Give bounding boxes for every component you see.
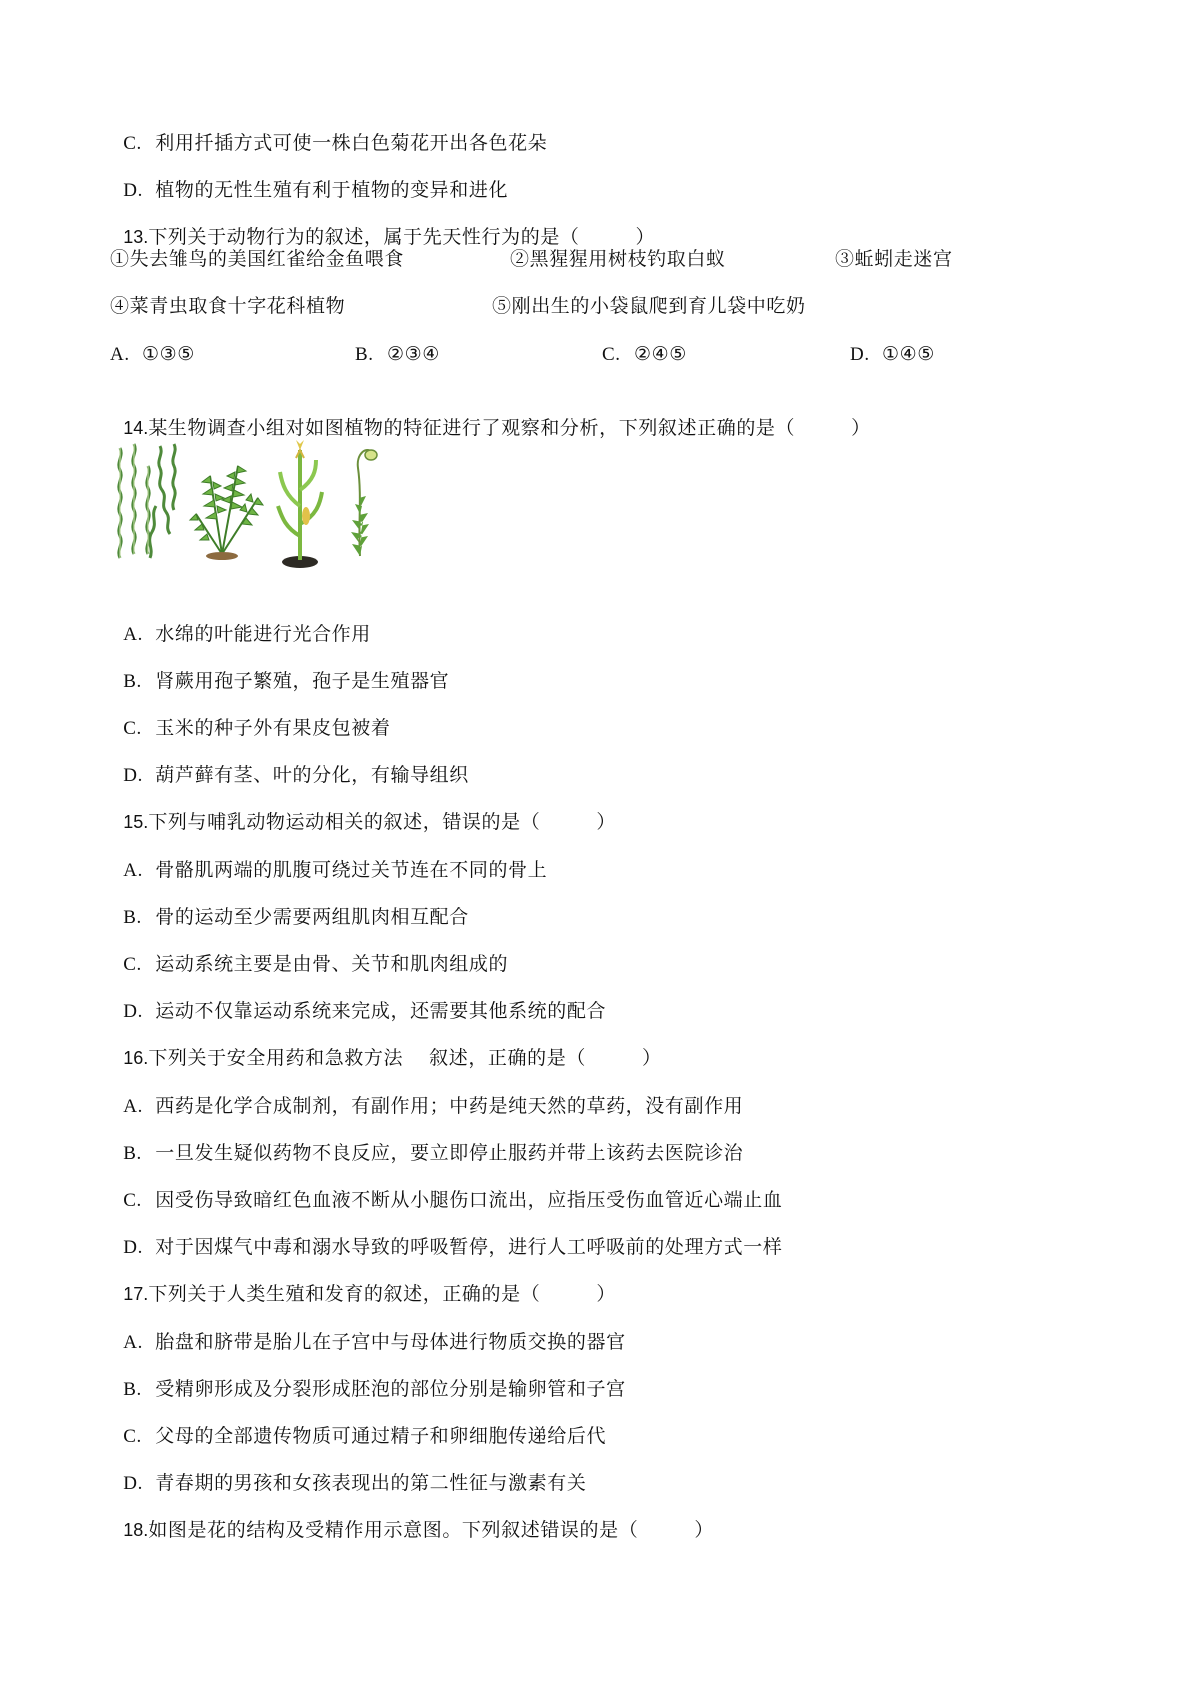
fern-illustration: [190, 466, 263, 560]
question-13-items-row-2: [110, 293, 1110, 319]
option-b: B. ②③④: [355, 343, 440, 365]
plant-illustrations: [110, 436, 390, 576]
question-16-stem: 16.下列关于安全用药和急救方法 叙述，正确的是（ ）: [123, 1047, 662, 1069]
question-13-items-row-1: [110, 246, 1110, 272]
option-d: D. 植物的无性生殖有利于植物的变异和进化: [123, 179, 509, 201]
question-15-stem: 15.下列与哺乳动物运动相关的叙述，错误的是（ ）: [123, 811, 616, 833]
spirogyra-illustration: [119, 444, 175, 558]
option-d: D. 运动不仅靠运动系统来完成，还需要其他系统的配合: [123, 1000, 607, 1022]
item-5: ⑤刚出生的小袋鼠爬到育儿袋中吃奶: [492, 295, 806, 317]
item-3: ③蚯蚓走迷宫: [835, 248, 953, 270]
option-c: C. ②④⑤: [602, 343, 687, 365]
option-d: D. ①④⑤: [850, 343, 935, 365]
option-a: A. 西药是化学合成制剂，有副作用；中药是纯天然的草药，没有副作用: [123, 1095, 744, 1117]
option-d: D. 对于因煤气中毒和溺水导致的呼吸暂停，进行人工呼吸前的处理方式一样: [123, 1236, 783, 1258]
moss-illustration: [351, 450, 377, 556]
option-c: C. 玉米的种子外有果皮包被着: [123, 717, 391, 739]
option-b: B. 受精卵形成及分裂形成胚泡的部位分别是输卵管和子宫: [123, 1378, 626, 1400]
option-b: B. 骨的运动至少需要两组肌肉相互配合: [123, 906, 469, 928]
item-4: ④菜青虫取食十字花科植物: [110, 295, 346, 317]
question-13-stem: 13.下列关于动物行为的叙述，属于先天性行为的是（ ）: [123, 226, 656, 248]
question-18-stem: 18.如图是花的结构及受精作用示意图。下列叙述错误的是（ ）: [123, 1519, 714, 1541]
option-b: B. 一旦发生疑似药物不良反应，要立即停止服药并带上该药去医院诊治: [123, 1142, 744, 1164]
option-c: C. 因受伤导致暗红色血液不断从小腿伤口流出，应指压受伤血管近心端止血: [123, 1189, 783, 1211]
question-17-stem: 17.下列关于人类生殖和发育的叙述，正确的是（ ）: [123, 1283, 616, 1305]
option-d: D. 葫芦藓有茎、叶的分化，有输导组织: [123, 764, 469, 786]
question-14-stem: 14.某生物调查小组对如图植物的特征进行了观察和分析，下列叙述正确的是（ ）: [123, 417, 871, 439]
option-a: A. ①③⑤: [110, 343, 195, 365]
option-c: C. 利用扦插方式可使一株白色菊花开出各色花朵: [123, 132, 548, 154]
option-a: A. 胎盘和脐带是胎儿在子宫中与母体进行物质交换的器官: [123, 1331, 626, 1353]
item-2: ②黑猩猩用树枝钓取白蚁: [510, 248, 726, 270]
item-1: ①失去雏鸟的美国红雀给金鱼喂食: [110, 248, 405, 270]
option-c: C. 运动系统主要是由骨、关节和肌肉组成的: [123, 953, 509, 975]
option-a: A. 水绵的叶能进行光合作用: [123, 623, 371, 645]
question-13-options: [110, 341, 1110, 367]
option-c: C. 父母的全部遗传物质可通过精子和卵细胞传递给后代: [123, 1425, 607, 1447]
option-b: B. 肾蕨用孢子繁殖，孢子是生殖器官: [123, 670, 450, 692]
option-d: D. 青春期的男孩和女孩表现出的第二性征与激素有关: [123, 1472, 587, 1494]
option-a: A. 骨骼肌两端的肌腹可绕过关节连在不同的骨上: [123, 859, 548, 881]
plants-figure: [110, 436, 390, 576]
corn-illustration: [278, 440, 322, 568]
